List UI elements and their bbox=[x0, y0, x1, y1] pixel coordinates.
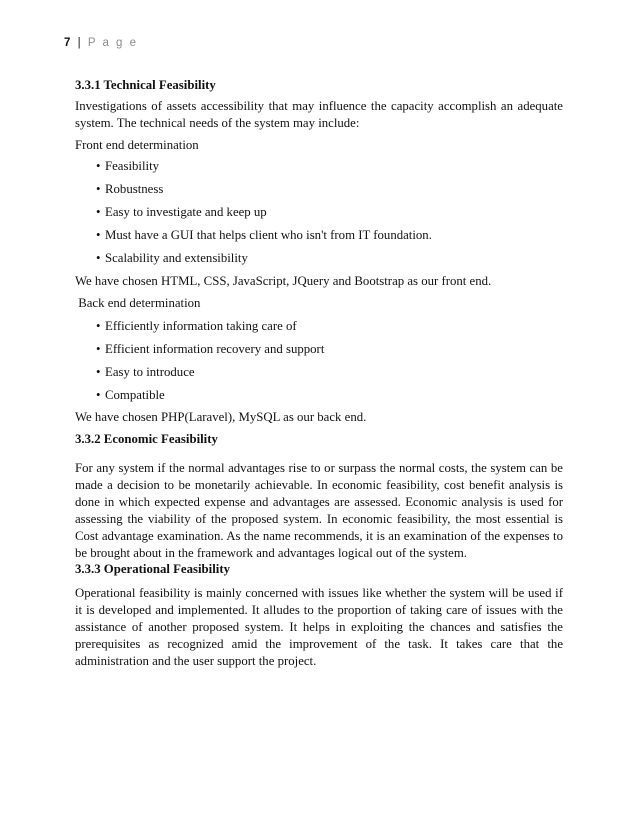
list-item-text: Efficiently information taking care of bbox=[105, 319, 297, 333]
list-item-text: Efficient information recovery and support bbox=[105, 342, 325, 356]
list-item bbox=[75, 158, 563, 181]
bullet-icon: • bbox=[96, 251, 101, 265]
bullet-icon: • bbox=[96, 342, 101, 356]
back-end-label: Back end determination bbox=[75, 296, 201, 310]
list-item-text: Robustness bbox=[105, 182, 164, 196]
technical-intro: Investigations of assets accessibility that may influence the capacity accomplish an adequate system. The technical needs of the system may include: bbox=[75, 99, 563, 130]
list-item bbox=[75, 181, 563, 204]
back-end-choice: We have chosen PHP(Laravel), MySQL as our back end. bbox=[75, 410, 367, 424]
bullet-icon: • bbox=[96, 228, 101, 242]
list-item bbox=[75, 387, 563, 410]
list-item-text: Easy to investigate and keep up bbox=[105, 205, 267, 219]
page-number: 7 bbox=[64, 37, 72, 49]
front-end-choice: We have chosen HTML, CSS, JavaScript, JQuery and Bootstrap as our front end. bbox=[75, 274, 492, 288]
page-word: P a g e bbox=[87, 37, 139, 49]
back-end-list bbox=[75, 318, 563, 410]
list-item bbox=[75, 364, 563, 387]
economic-body: For any system if the normal advantages rise to or surpass the normal costs, the system can be made a decision to be monetarily achievable. In economic feasibility, cost benefit analysis is done in which expected expense and advantages are assessed. Economic analysis is used for assessing the viability of the proposed system. In economic feasibility, the most essential is Cost advantage examination. As the name recommends, it is an examination of the expenses to be brought about in the framework and advantages logical out of the system. bbox=[75, 461, 563, 560]
page-header bbox=[64, 37, 138, 49]
bullet-icon: • bbox=[96, 159, 101, 173]
list-item bbox=[75, 341, 563, 364]
list-item bbox=[75, 204, 563, 227]
list-item bbox=[75, 318, 563, 341]
bullet-icon: • bbox=[96, 205, 101, 219]
list-item-text: Must have a GUI that helps client who isn't from IT foundation. bbox=[105, 228, 432, 242]
operational-body: Operational feasibility is mainly concerned with issues like whether the system will be used if it is developed and implemented. It alludes to the proportion of taking care of issues with the assistance of another proposed system. It helps in exploiting the chances and satisfies the prerequisites as recognized amid the improvement of the task. It takes care that the administration and the user support the project. bbox=[75, 586, 563, 668]
list-item-text: Scalability and extensibility bbox=[105, 251, 248, 265]
bullet-icon: • bbox=[96, 388, 101, 402]
bullet-icon: • bbox=[96, 182, 101, 196]
section-heading-operational: 3.3.3 Operational Feasibility bbox=[75, 562, 230, 576]
section-heading-economic: 3.3.2 Economic Feasibility bbox=[75, 432, 218, 446]
front-end-list bbox=[75, 158, 563, 273]
section-technical-feasibility bbox=[75, 77, 563, 94]
list-item bbox=[75, 250, 563, 273]
list-item bbox=[75, 227, 563, 250]
header-separator: | bbox=[77, 37, 82, 49]
front-end-label: Front end determination bbox=[75, 138, 199, 152]
list-item-text: Compatible bbox=[105, 388, 165, 402]
list-item-text: Feasibility bbox=[105, 159, 160, 173]
bullet-icon: • bbox=[96, 319, 101, 333]
list-item-text: Easy to introduce bbox=[105, 365, 195, 379]
bullet-icon: • bbox=[96, 365, 101, 379]
section-heading: 3.3.1 Technical Feasibility bbox=[75, 78, 216, 92]
